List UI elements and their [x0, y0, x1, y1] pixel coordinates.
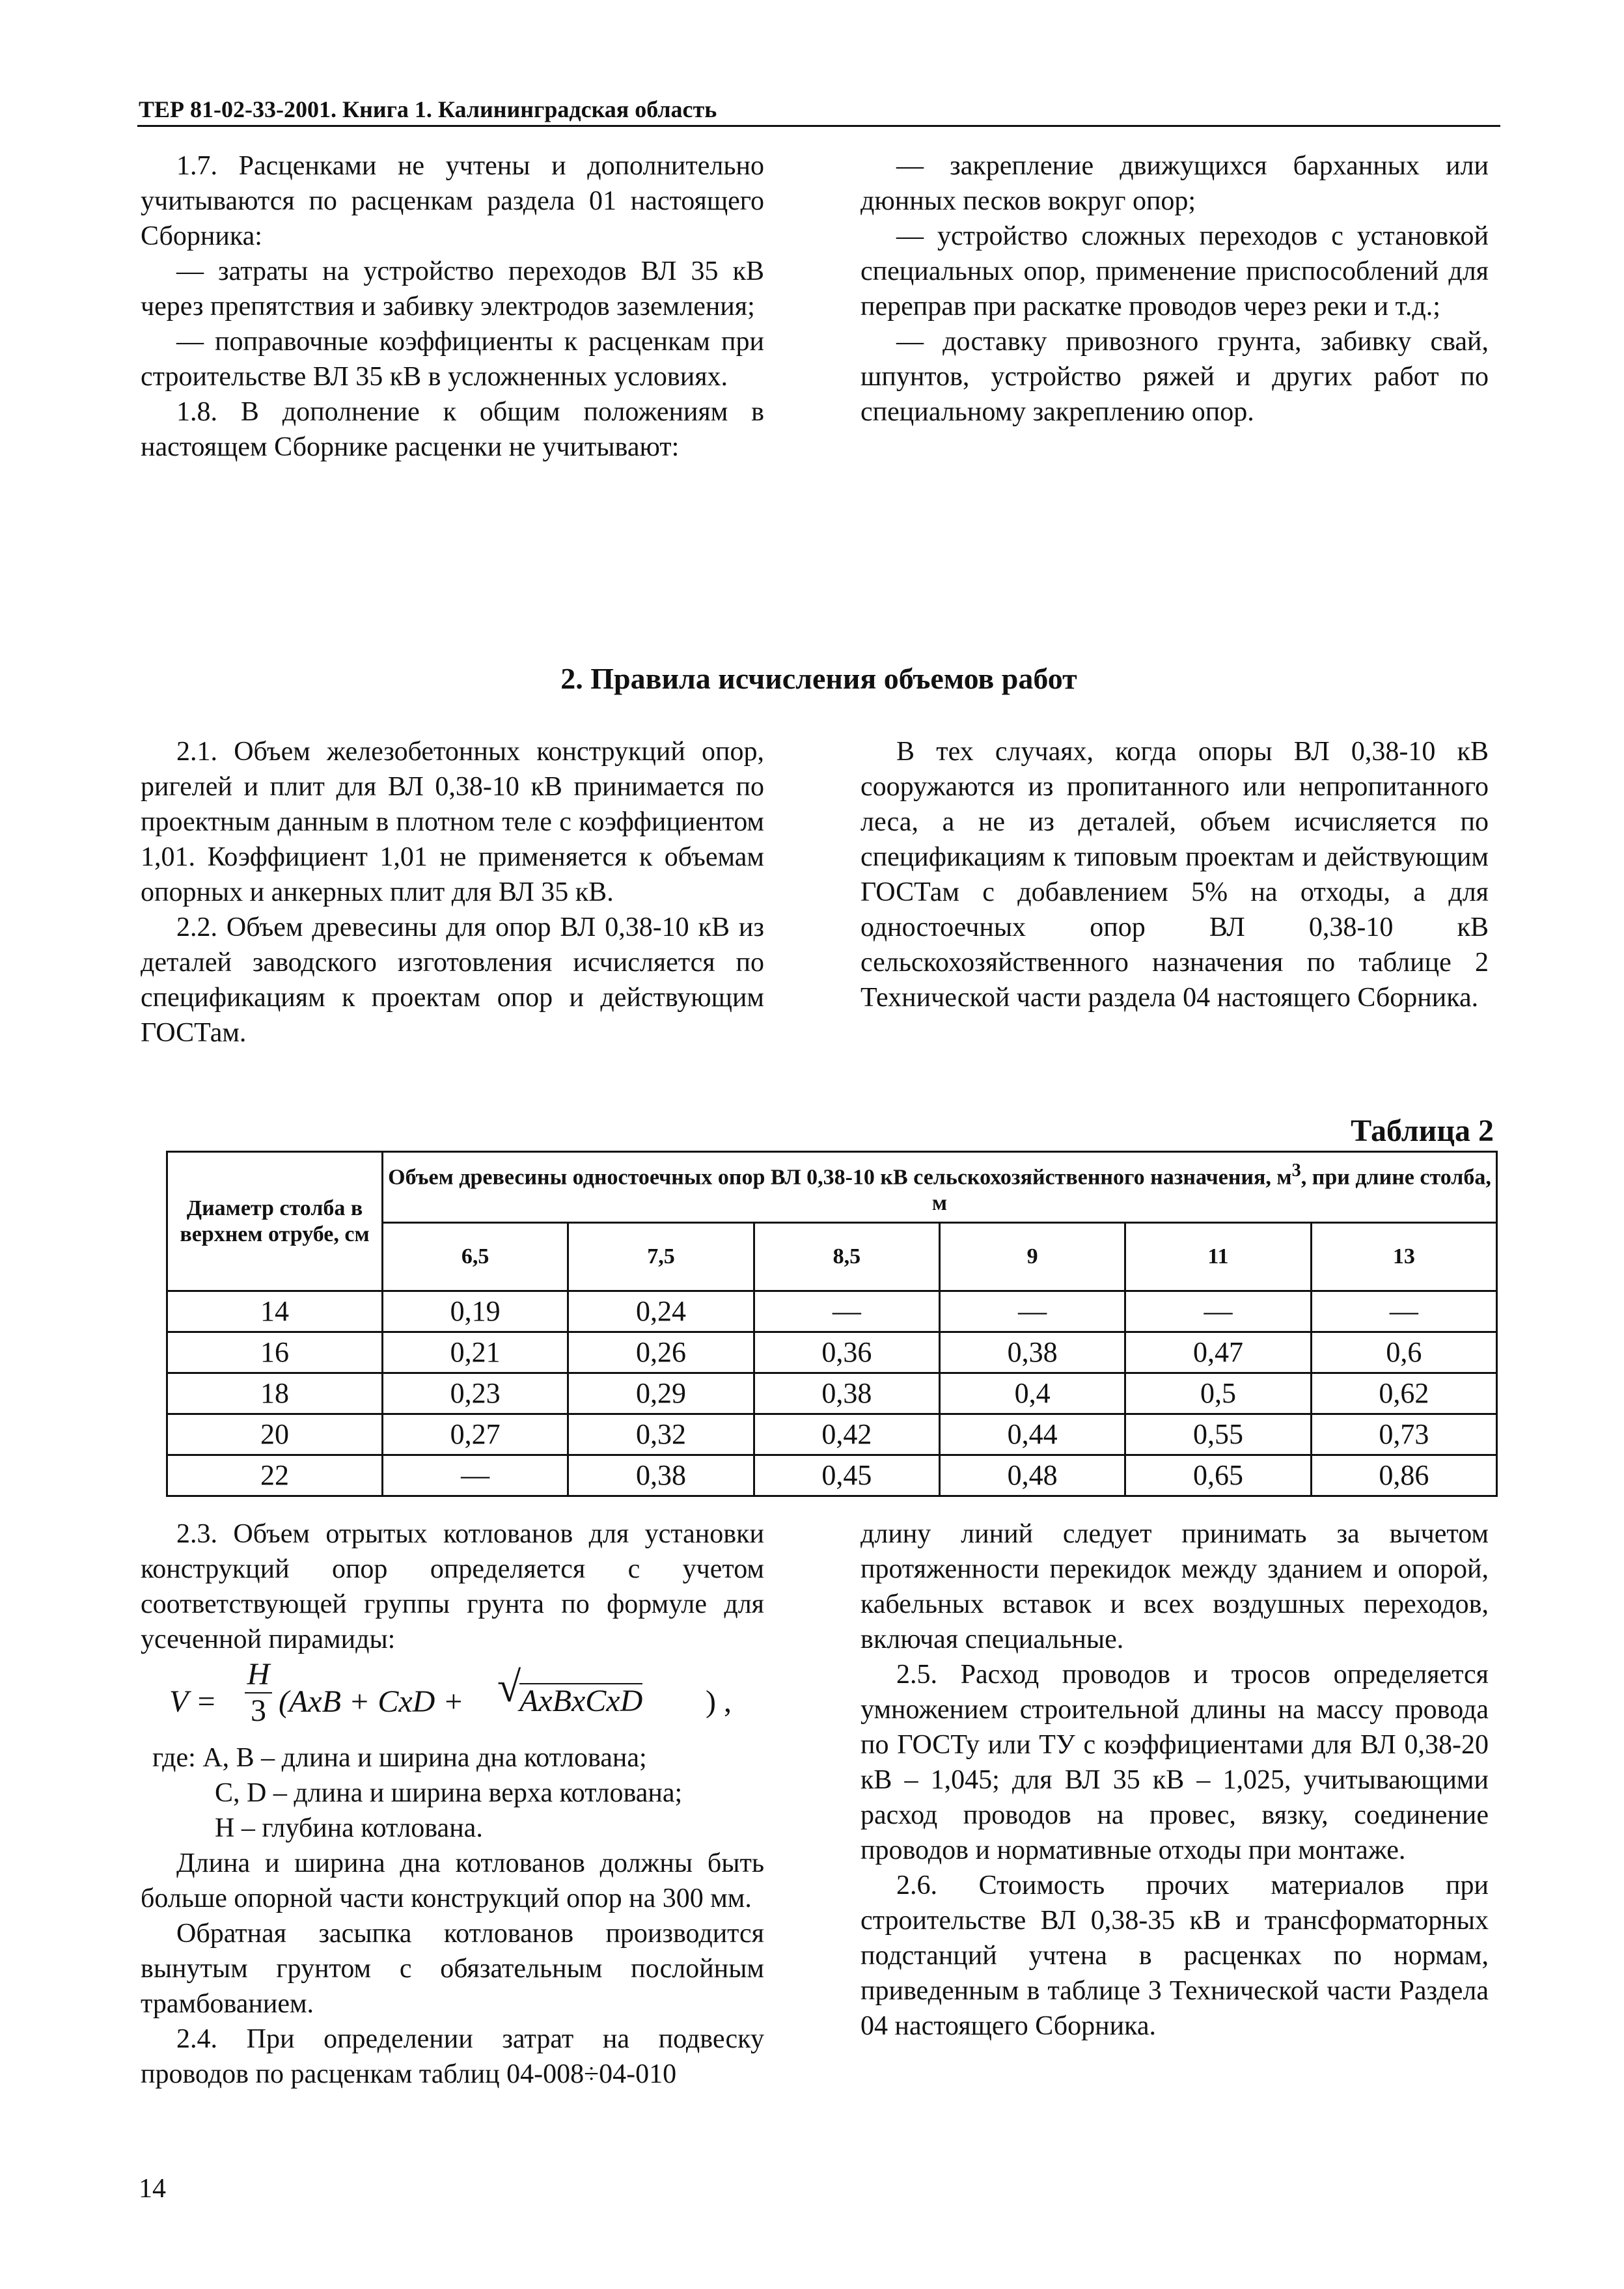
value-cell: — [939, 1291, 1125, 1332]
formula-numerator: H [245, 1657, 272, 1693]
value-cell: 0,38 [939, 1332, 1125, 1373]
table-row [167, 1291, 1497, 1332]
pyramid-volume-formula [141, 1657, 764, 1740]
value-cell: 0,36 [754, 1332, 939, 1373]
paragraph: 2.3. Объем отрытых котлованов для установки конструкций опор определяется с учетом соответствующей группы грунта по формуле для усеченной пирамиды: [141, 1519, 764, 1654]
paragraph: Длина и ширина дна котлованов должны быть больше опорной части конструкций опор на 300 мм. [141, 1848, 764, 1913]
value-cell: 0,48 [939, 1455, 1125, 1496]
list-item: — устройство сложных переходов с установкой специальных опор, применение приспособлений для переправ при раскатке проводов через реки и т.д.; [860, 221, 1489, 322]
diameter-header: Диаметр столба в верхнем отрубе, см [167, 1152, 383, 1291]
list-item: — затраты на устройство переходов ВЛ 35 кВ через препятствия и забивку электродов заземления; [141, 256, 764, 322]
volume-header-unit-power: 3 [1291, 1160, 1301, 1181]
value-cell: 0,65 [1125, 1455, 1311, 1496]
value-cell: 0,4 [939, 1373, 1125, 1414]
paragraph: 2.5. Расход проводов и тросов определяется умножением строительной длины на массу провода по ГОСТу или ТУ с коэффициентами для ВЛ 0,38-20 кВ – 1,045; для ВЛ 35 кВ – 1,025, учитывающими расход проводов на провес, вязку, соединение проводов и нормативные отходы при монтаже. [860, 1660, 1489, 1865]
table-2 [166, 1151, 1498, 1497]
value-cell: 0,24 [568, 1291, 754, 1332]
list-item: — доставку привозного грунта, забивку свай, шпунтов, устройство ряжей и других работ по специальному закреплению опор. [860, 327, 1489, 427]
paragraph: 2.1. Объем железобетонных конструкций опор, ригелей и плит для ВЛ 0,38-10 кВ принимается по проектным данным в плотном теле с коэффициентом 1,01. Коэффициент 1,01 не применяется к объемам опорных и анкерных плит для ВЛ 35 кВ. [141, 737, 764, 907]
paragraph: 2.6. Стоимость прочих материалов при строительстве ВЛ 0,38-35 кВ и трансформаторных подстанций учтена в расценках по нормам, приведенным в таблице 3 Технической части Раздела 04 настоящего Сборника. [860, 1871, 1489, 2041]
section3-right-column [860, 1516, 1489, 2044]
table-row [167, 1455, 1497, 1496]
running-header: ТЕР 81-02-33-2001. Книга 1. Калининградская область [139, 96, 717, 122]
square-root-icon: √ [497, 1664, 521, 1711]
value-cell: 0,23 [383, 1373, 568, 1414]
section1-right-column [860, 148, 1489, 430]
list-item: — поправочные коэффициенты к расценкам при строительстве ВЛ 35 кВ в усложненных условиях. [141, 327, 764, 392]
value-cell: — [1125, 1291, 1311, 1332]
wood-volume-table [166, 1151, 1498, 1497]
diameter-cell: 18 [167, 1373, 383, 1414]
value-cell: 0,86 [1311, 1455, 1496, 1496]
section3-left-column [141, 1516, 764, 2092]
value-cell: 0,73 [1311, 1414, 1496, 1455]
table-row [167, 1414, 1497, 1455]
value-cell: 0,27 [383, 1414, 568, 1455]
formula-legend: С, D – длина и ширина верха котлована; [215, 1778, 683, 1808]
diameter-cell: 14 [167, 1291, 383, 1332]
header-rule [137, 125, 1500, 127]
value-cell: 0,38 [568, 1455, 754, 1496]
value-cell: — [754, 1291, 939, 1332]
paragraph: 1.8. В дополнение к общим положениям в настоящем Сборнике расценки не учитывают: [141, 397, 764, 462]
formula-legend: Н – глубина котлована. [215, 1813, 483, 1843]
table-row [167, 1373, 1497, 1414]
length-header: 8,5 [754, 1223, 939, 1291]
length-header: 7,5 [568, 1223, 754, 1291]
section2-right-column [860, 734, 1489, 1015]
section-heading: 2. Правила исчисления объемов работ [560, 662, 1077, 695]
diameter-cell: 22 [167, 1455, 383, 1496]
volume-header-text: Объем древесины одностоечных опор ВЛ 0,38-10 кВ сельскохозяйственного назначения, м [388, 1165, 1292, 1190]
paragraph: 1.7. Расценками не учтены и дополнительно учитываются по расценкам раздела 01 настоящего Сборника: [141, 151, 764, 251]
diameter-cell: 16 [167, 1332, 383, 1373]
table-label: Таблица 2 [1351, 1114, 1494, 1148]
value-cell: 0,32 [568, 1414, 754, 1455]
table-header-row [167, 1152, 1497, 1223]
formula-lhs: V = [169, 1684, 217, 1719]
length-header: 13 [1311, 1223, 1496, 1291]
value-cell: 0,44 [939, 1414, 1125, 1455]
value-cell: 0,6 [1311, 1332, 1496, 1373]
formula-radicand: AxBxCxD [519, 1684, 643, 1718]
paragraph: 2.2. Объем древесины для опор ВЛ 0,38-10 кВ из деталей заводского изготовления исчисляется по спецификациям к проектам опор и действующим ГОСТам. [141, 912, 764, 1048]
volume-header-text-tail: , при длине столба, м [931, 1165, 1491, 1216]
diameter-cell: 20 [167, 1414, 383, 1455]
formula-legend: где: А, В – длина и ширина дна котлована; [152, 1743, 647, 1773]
paragraph: Обратная засыпка котлованов производится вынутым грунтом с обязательным послойным трамбованием. [141, 1919, 764, 2019]
length-header: 11 [1125, 1223, 1311, 1291]
value-cell: 0,29 [568, 1373, 754, 1414]
value-cell: — [383, 1455, 568, 1496]
value-cell: 0,26 [568, 1332, 754, 1373]
table-row [167, 1332, 1497, 1373]
page-number: 14 [139, 2174, 166, 2204]
value-cell: 0,19 [383, 1291, 568, 1332]
value-cell: 0,5 [1125, 1373, 1311, 1414]
paragraph: В тех случаях, когда опоры ВЛ 0,38-10 кВ сооружаются из пропитанного или непропитанного леса, а не из деталей, объем исчисляется по спецификациям к типовым проектам и действующим ГОСТам с добавлением 5% на отходы, а для одностоечных опор ВЛ 0,38-10 кВ сельскохозяйственного назначения по таблице 2 Технической части раздела 04 настоящего Сборника. [860, 737, 1489, 1013]
paragraph: 2.4. При определении затрат на подвеску проводов по расценкам таблиц 04-008÷04-010 [141, 2024, 764, 2089]
formula-denominator: 3 [251, 1693, 266, 1728]
value-cell: 0,47 [1125, 1332, 1311, 1373]
length-header: 6,5 [383, 1223, 568, 1291]
formula-fraction [245, 1657, 272, 1729]
value-cell: 0,45 [754, 1455, 939, 1496]
value-cell: 0,42 [754, 1414, 939, 1455]
formula-sum: (AxB + CxD + [279, 1684, 464, 1719]
value-cell: 0,38 [754, 1373, 939, 1414]
value-cell: 0,55 [1125, 1414, 1311, 1455]
section2-left-column [141, 734, 764, 1050]
length-header: 9 [939, 1223, 1125, 1291]
paragraph: длину линий следует принимать за вычетом протяженности перекидок между зданием и опорой, кабельных вставок и всех воздушных переходов, включая специальные. [860, 1519, 1489, 1654]
volume-header [383, 1152, 1497, 1223]
list-item: — закрепление движущихся барханных или дюнных песков вокруг опор; [860, 151, 1489, 216]
value-cell: — [1311, 1291, 1496, 1332]
formula-tail: ) , [706, 1684, 732, 1719]
value-cell: 0,62 [1311, 1373, 1496, 1414]
value-cell: 0,21 [383, 1332, 568, 1373]
section1-left-column [141, 148, 764, 465]
